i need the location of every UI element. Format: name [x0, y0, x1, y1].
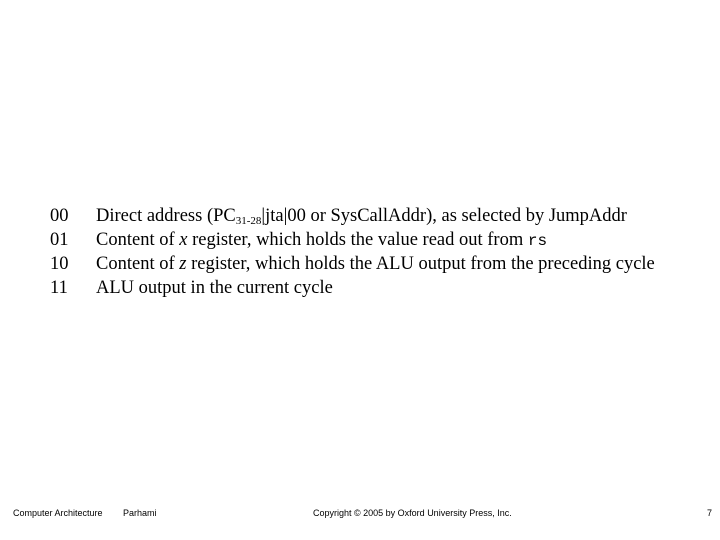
table-row	[50, 276, 690, 300]
footer-course: Computer Architecture	[13, 508, 103, 518]
row-description: Direct address (PC31-28|jta|00 or SysCallAddr), as selected by JumpAddr	[96, 206, 627, 227]
footer-page-number: 7	[706, 508, 712, 518]
register-variable: z	[179, 254, 187, 274]
slide-footer	[0, 508, 720, 522]
footer-copyright: Copyright © 2005 by Oxford University Press, Inc.	[313, 508, 512, 518]
footer-author: Parhami	[123, 508, 157, 518]
table-row	[50, 204, 690, 228]
select-options-table	[50, 204, 690, 300]
row-code: 11	[50, 278, 68, 298]
row-code: 10	[50, 254, 69, 274]
row-code: 01	[50, 230, 69, 250]
row-description: Content of x register, which holds the value read out from rs	[96, 230, 548, 250]
subscript: 31-28	[235, 215, 262, 227]
table-row	[50, 228, 690, 252]
register-variable: x	[179, 230, 188, 250]
row-description: ALU output in the current cycle	[96, 278, 333, 298]
table-row	[50, 252, 690, 276]
row-code: 00	[50, 206, 69, 226]
row-description: Content of z register, which holds the ALU output from the preceding cycle	[96, 254, 655, 274]
register-name: rs	[527, 232, 548, 250]
